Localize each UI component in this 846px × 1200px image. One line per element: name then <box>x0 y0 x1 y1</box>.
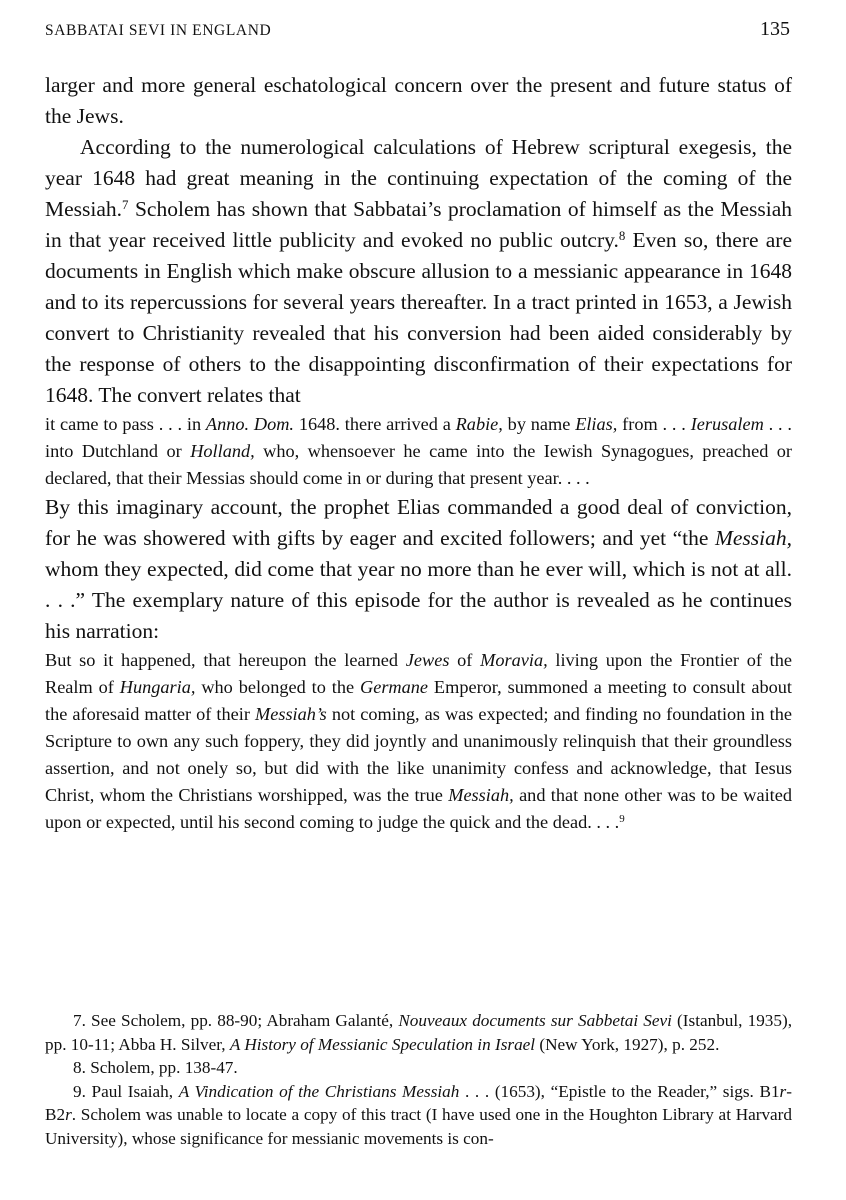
running-title: SABBATAI SEVI IN ENGLAND <box>45 22 272 39</box>
footnote-7: 7. See Scholem, pp. 88-90; Abraham Galanté, Nouveaux documents sur Sabbetai Sevi (Istanbul, 1935), pp. 10-11; Abba H. Silver, A History of Messianic Speculation in Israel (New York, 1927), p. 252. <box>45 1011 792 1054</box>
block-quote-1: it came to pass . . . in Anno. Dom. 1648. there arrived a Rabie, by name Elias, from . . . Ierusalem . . . into Dutchland or Holland, who, whensoever he came into the Iewish Synagogues, preached or declared, that their Messias should come in or during that present year. . . . <box>45 414 793 488</box>
footnotes <box>45 1009 792 1150</box>
paragraph-1: larger and more general eschatological concern over the present and future status of the Jews. <box>45 73 792 128</box>
paragraph-2: According to the numerological calculations of Hebrew scriptural exegesis, the year 1648 had great meaning in the continuing expectation of the coming of the Messiah.$^7$ Scholem has shown that Sabbatai’s proclamation of himself as the Messiah in that year received little publicity and evoked no public outcry.$^8$ Even so, there are documents in English which make obscure allusion to a messianic appearance in 1648 and to its repercussions for several years thereafter. In a tract printed in 1653, a Jewish convert to Christianity revealed that his conversion had been aided considerably by the response of others to the disappointing disconfirmation of their expectations for 1648. The convert relates that <box>45 135 792 407</box>
main-text <box>45 70 792 836</box>
footnote-9: 9. Paul Isaiah, A Vindication of the Christians Messiah . . . (1653), “Epistle to the Reader,” sigs. B1r-B2r. Scholem was unable to locate a copy of this tract (I have used one in the Houghton Library at Harvard University), whose significance for messianic movements is con- <box>45 1081 792 1148</box>
page-number: 135 <box>760 18 790 40</box>
footnote-ref-7: 7 <box>122 197 129 212</box>
block-quote-2: But so it happened, that hereupon the learned Jewes of Moravia, living upon the Frontier of the Realm of Hungaria, who belonged to the Germane Emperor, summoned a meeting to consult about the aforesaid matter of their Messiah’s not coming, as was expected; and finding no foundation in the Scripture to own any such foppery, they did joyntly and unanimously relinquish that their groundless assertion, and not onely so, but did with the like unanimity confess and acknowledge, that Iesus Christ, whom the Christians worshipped, was the true Messiah, and that none other was to be waited upon or expected, until his second coming to judge the quick and the dead. . . .$^9$ <box>45 650 793 832</box>
footnote-ref-8: 8 <box>618 228 626 243</box>
paragraph-3: By this imaginary account, the prophet Elias commanded a good deal of conviction, for he was showered with gifts by eager and excited followers; and yet “the Messiah, whom they expected, did come that year no more than he ever will, which is not at all. . . .” The exemplary nature of this episode for the author is revealed as he continues his narration: <box>45 495 792 643</box>
running-head <box>45 18 790 48</box>
footnote-ref-9: 9 <box>619 812 625 825</box>
footnote-8: 8. Scholem, pp. 138-47. <box>73 1058 238 1077</box>
